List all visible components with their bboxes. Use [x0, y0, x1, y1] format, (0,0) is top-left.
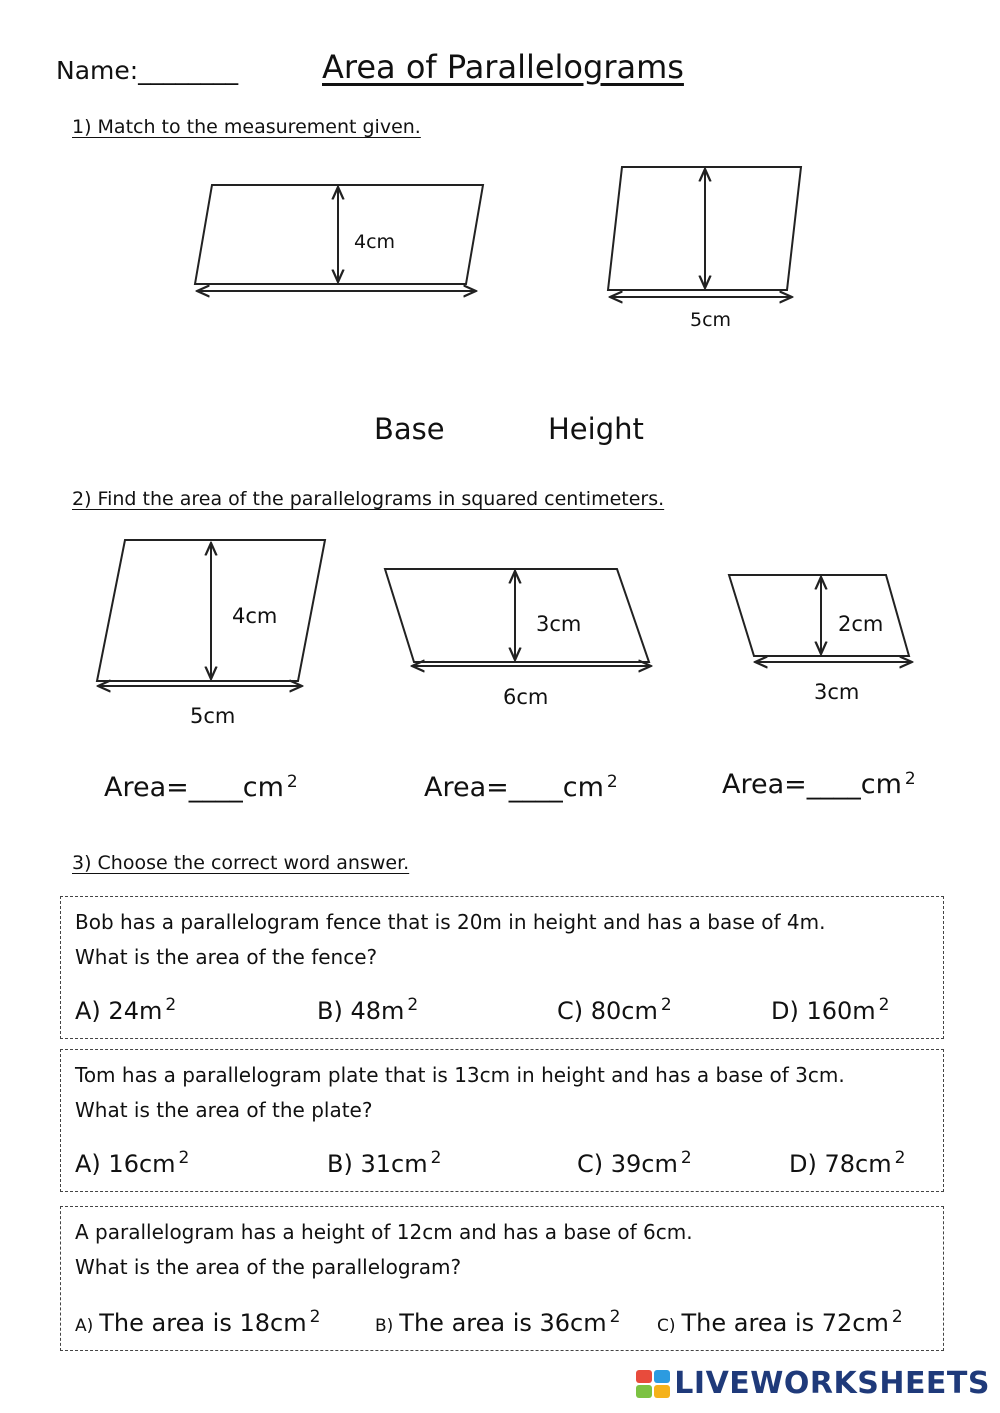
name-field-label: Name:________ [56, 56, 239, 85]
logo-text: LIVEWORKSHEETS [674, 1366, 990, 1401]
area-answer-3[interactable]: Area=____cm $^2$ [722, 769, 916, 800]
s1-height-label: 4cm [354, 231, 396, 253]
question-3-option-a[interactable]: A) The area is 18cm $^2$ [75, 1307, 321, 1337]
question-2-option-d[interactable]: D) 78cm $^2$ [789, 1148, 906, 1178]
question-3-option-b[interactable]: B) The area is 36cm $^2$ [375, 1307, 621, 1337]
logo-mark-icon [636, 1370, 670, 1398]
section-3-heading: 3) Choose the correct word answer. [72, 852, 410, 874]
s2-fig2-height-label: 3cm [536, 612, 582, 636]
question-1-text: Bob has a parallelogram fence that is 20m in height and has a base of 4m. What is the area of the fence? [75, 910, 826, 969]
s2-fig2-base-label: 6cm [503, 685, 549, 709]
question-1-option-a[interactable]: A) 24m $^2$ [75, 995, 177, 1025]
s2-fig3-base-label: 3cm [814, 680, 860, 704]
question-2-option-a[interactable]: A) 16cm $^2$ [75, 1148, 190, 1178]
area-answer-2[interactable]: Area=____cm $^2$ [424, 772, 618, 803]
question-box-2 [60, 1049, 944, 1192]
question-3-text: A parallelogram has a height of 12cm and has a base of 6cm. What is the area of the parallelogram? [75, 1220, 693, 1279]
s2-fig3-height-label: 2cm [838, 612, 884, 636]
s1-base-label: 5cm [690, 309, 732, 331]
question-2-text: Tom has a parallelogram plate that is 13cm in height and has a base of 3cm. What is the area of the plate? [75, 1063, 845, 1122]
word-height[interactable]: Height [548, 412, 644, 446]
question-2-option-c[interactable]: C) 39cm $^2$ [577, 1148, 692, 1178]
question-3-option-c[interactable]: C) The area is 72cm $^2$ [657, 1307, 903, 1337]
s2-fig1-height-label: 4cm [232, 604, 278, 628]
liveworksheets-logo [636, 1366, 990, 1401]
s2-fig1-base-label: 5cm [190, 704, 236, 728]
question-box-1 [60, 896, 944, 1039]
section-2-heading: 2) Find the area of the parallelograms in squared centimeters. [72, 488, 665, 510]
question-1-option-c[interactable]: C) 80cm $^2$ [557, 995, 672, 1025]
page-title: Area of Parallelograms [322, 48, 684, 86]
question-box-3 [60, 1206, 944, 1351]
question-2-option-b[interactable]: B) 31cm $^2$ [327, 1148, 442, 1178]
word-base[interactable]: Base [374, 412, 445, 446]
question-1-option-b[interactable]: B) 48m $^2$ [317, 995, 419, 1025]
area-answer-1[interactable]: Area=____cm $^2$ [104, 772, 298, 803]
s2-parallelogram-2 [385, 569, 649, 662]
question-1-option-d[interactable]: D) 160m $^2$ [771, 995, 890, 1025]
section-1-heading: 1) Match to the measurement given. [72, 116, 421, 138]
